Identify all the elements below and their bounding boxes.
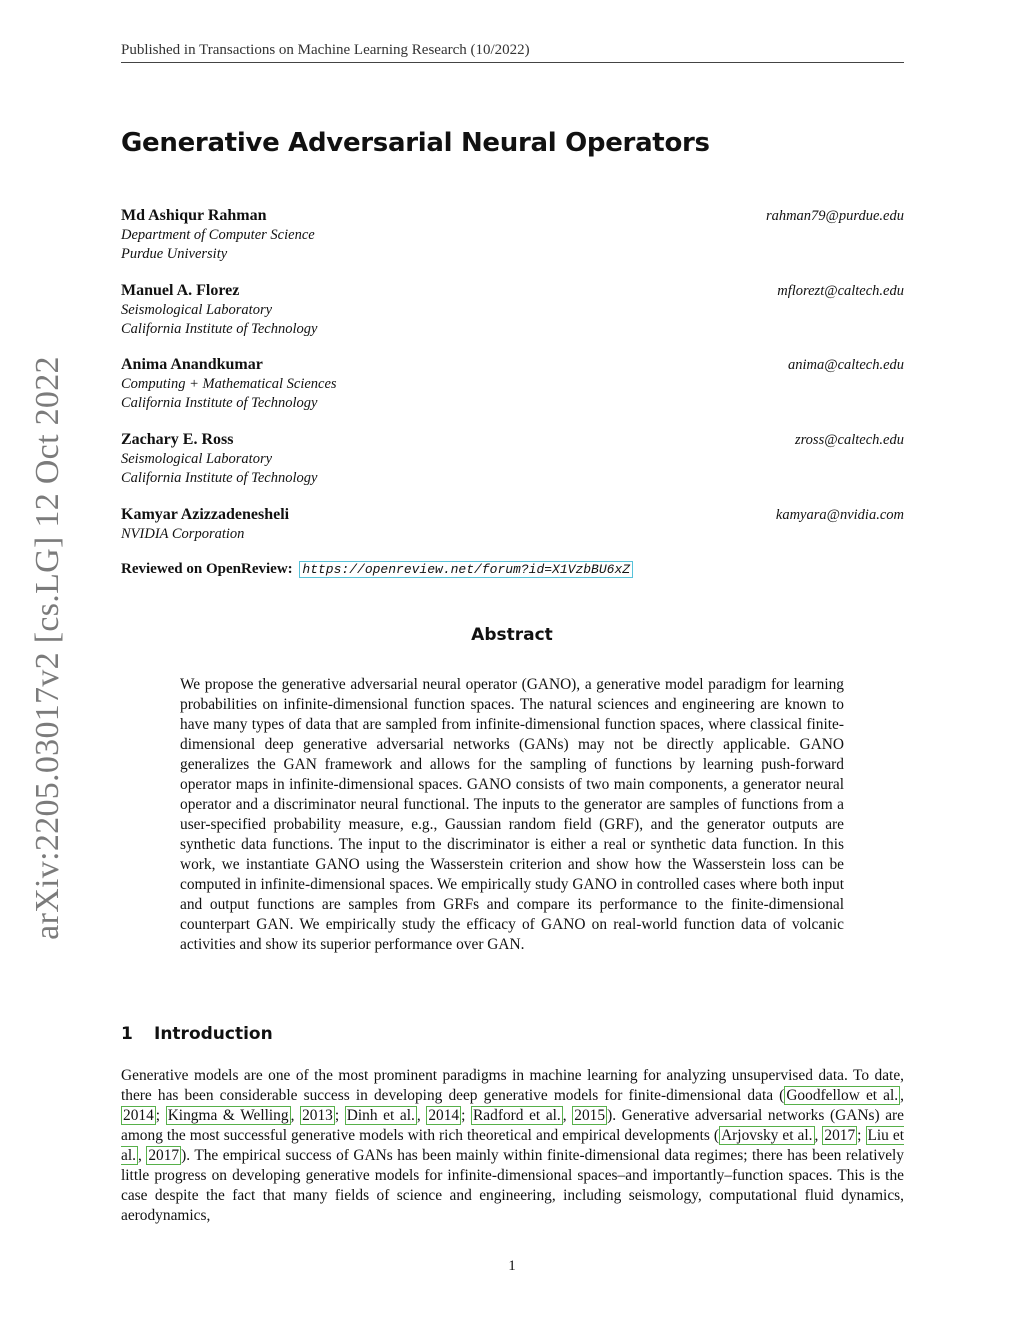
citation-year-link[interactable]: 2013 <box>302 1107 333 1124</box>
citation-year-link[interactable]: 2015 <box>574 1107 606 1124</box>
intro-text: ). Generative adversarial networks (GANs) are among the most successful generative models with rich theoretical and empirical developments ( <box>121 1107 904 1144</box>
author-name: Md Ashiqur Rahman <box>121 207 267 224</box>
page-number: 1 <box>508 1258 516 1274</box>
author-institution: California Institute of Technology <box>121 395 318 411</box>
author-institution: California Institute of Technology <box>121 470 318 486</box>
author-affiliation: Seismological Laboratory <box>121 302 273 318</box>
citation-separator: ; <box>857 1127 866 1144</box>
author-block <box>121 430 904 488</box>
author-institution: Purdue University <box>121 246 228 262</box>
citation-link[interactable]: Dinh et al. <box>346 1107 415 1124</box>
citation-link[interactable]: Kingma & Welling <box>167 1107 289 1124</box>
review-label: Reviewed on OpenReview: <box>121 561 293 577</box>
author-email[interactable]: rahman79@purdue.edu <box>765 208 904 224</box>
review-line <box>121 561 633 578</box>
citation-link[interactable]: Goodfellow et al. <box>786 1087 899 1104</box>
author-name: Zachary E. Ross <box>121 431 234 448</box>
intro-text: ). The empirical success of GANs has been mainly within finite-dimensional data regimes; there has been relatively little progress on developing generative models for infinite-dimensional spaces–and importantly–function spaces. This is the case despite the fact that many fields of science and engineering, including seismology, computational fluid dynamics, aerodynamics, <box>121 1147 904 1224</box>
openreview-link[interactable]: https://openreview.net/forum?id=X1VzbBU6xZ <box>299 561 633 578</box>
author-email[interactable]: mflorezt@caltech.edu <box>777 283 904 299</box>
author-block <box>121 281 904 339</box>
author-email[interactable]: kamyara@nvidia.com <box>775 507 904 523</box>
abstract-heading: Abstract <box>471 625 553 645</box>
citation-separator: ; <box>155 1107 166 1124</box>
running-header: Published in Transactions on Machine Learning Research (10/2022) <box>121 42 904 63</box>
author-affiliation: Seismological Laboratory <box>121 451 273 467</box>
citation-year-link[interactable]: 2017 <box>148 1147 180 1164</box>
author-affiliation: Computing + Mathematical Sciences <box>121 376 337 392</box>
author-affiliation: Department of Computer Science <box>121 227 315 243</box>
author-block <box>121 206 904 264</box>
citation-link[interactable]: Radford et al. <box>473 1107 561 1124</box>
author-email[interactable]: anima@caltech.edu <box>787 357 904 373</box>
citation-link[interactable]: Arjovsky et al. <box>721 1127 813 1144</box>
author-name: Manuel A. Florez <box>121 282 240 299</box>
abstract-text: We propose the generative adversarial neural operator (GANO), a generative model paradigm for learning probabilities on infinite-dimensional function spaces. The natural sciences and engineering are known to have many types of data that are sampled from infinite-dimensional function spaces, where classical finite-dimensional deep generative adversarial networks (GANs) may not be directly applicable. GANO generalizes the GAN framework and allows for the sampling of functions by learning push-forward operator maps in infinite-dimensional spaces. GANO consists of two main components, a generator neural operator and a discriminator neural functional. The inputs to the generator are samples of functions from a user-specified probability measure, e.g., Gaussian random field (GRF), and the generator outputs are synthetic data functions. The input to the discriminator is either a real or synthetic data function. In this work, we instantiate GANO using the Wasserstein criterion and show how the Wasserstein loss can be computed in infinite-dimensional spaces. We empirically study GANO in controlled cases where both input and output functions are samples from GRFs and compare its performance to the finite-dimensional counterpart GAN. We empirically study the efficacy of GANO on real-world function data of volcanic activities and show its superior performance over GAN. <box>180 676 844 953</box>
section-title: Introduction <box>154 1024 273 1044</box>
author-institution: California Institute of Technology <box>121 321 318 337</box>
citation-link[interactable]: Liu et al. <box>121 1127 905 1164</box>
citation-year-link[interactable]: 2017 <box>824 1127 856 1144</box>
citation-separator: ; <box>461 1107 472 1124</box>
arxiv-stamp: arXiv:2205.03017v2 [cs.LG] 12 Oct 2022 <box>29 356 66 940</box>
paper-title: Generative Adversarial Neural Operators <box>121 128 710 158</box>
citation-separator: ; <box>334 1107 345 1124</box>
section-heading <box>121 1024 273 1044</box>
intro-text: Generative models are one of the most prominent paradigms in machine learning for analyzing unsupervised data. To date, there has been considerable success in developing deep generative models for finite-dimensional data ( <box>121 1067 904 1104</box>
author-affiliation: NVIDIA Corporation <box>121 526 245 542</box>
citation-year-link[interactable]: 2014 <box>123 1107 154 1124</box>
author-block <box>121 355 904 413</box>
author-block <box>121 505 904 544</box>
author-email[interactable]: zross@caltech.edu <box>794 432 904 448</box>
intro-paragraph: Generative models are one of the most prominent paradigms in machine learning for analyzing unsupervised data. To date, there has been considerable success in developing deep generative models for finite-dimensional data ( Goodfellow et al. , 2014 ; Kingma & Welling , 2013 ; Dinh et al. , 2014 ; Radford et al. , 2015 ). Generative adversarial networks (GANs) are among the most successful generative models with rich theoretical and empirical developments ( Arjovsky et al. , 2017 ; Liu et al. , 2017 ). The empirical success of GANs has been mainly within finite-dimensional data regimes; there has been relatively little progress on developing generative models for infinite-dimensional spaces–and importantly–function spaces. This is the case despite the fact that many fields of science and engineering, including seismology, computational fluid dynamics, aerodynamics, <box>121 1067 905 1224</box>
citation-year-link[interactable]: 2014 <box>428 1107 460 1124</box>
author-name: Anima Anandkumar <box>121 356 263 373</box>
author-name: Kamyar Azizzadenesheli <box>121 506 290 523</box>
section-number: 1 <box>121 1024 133 1044</box>
